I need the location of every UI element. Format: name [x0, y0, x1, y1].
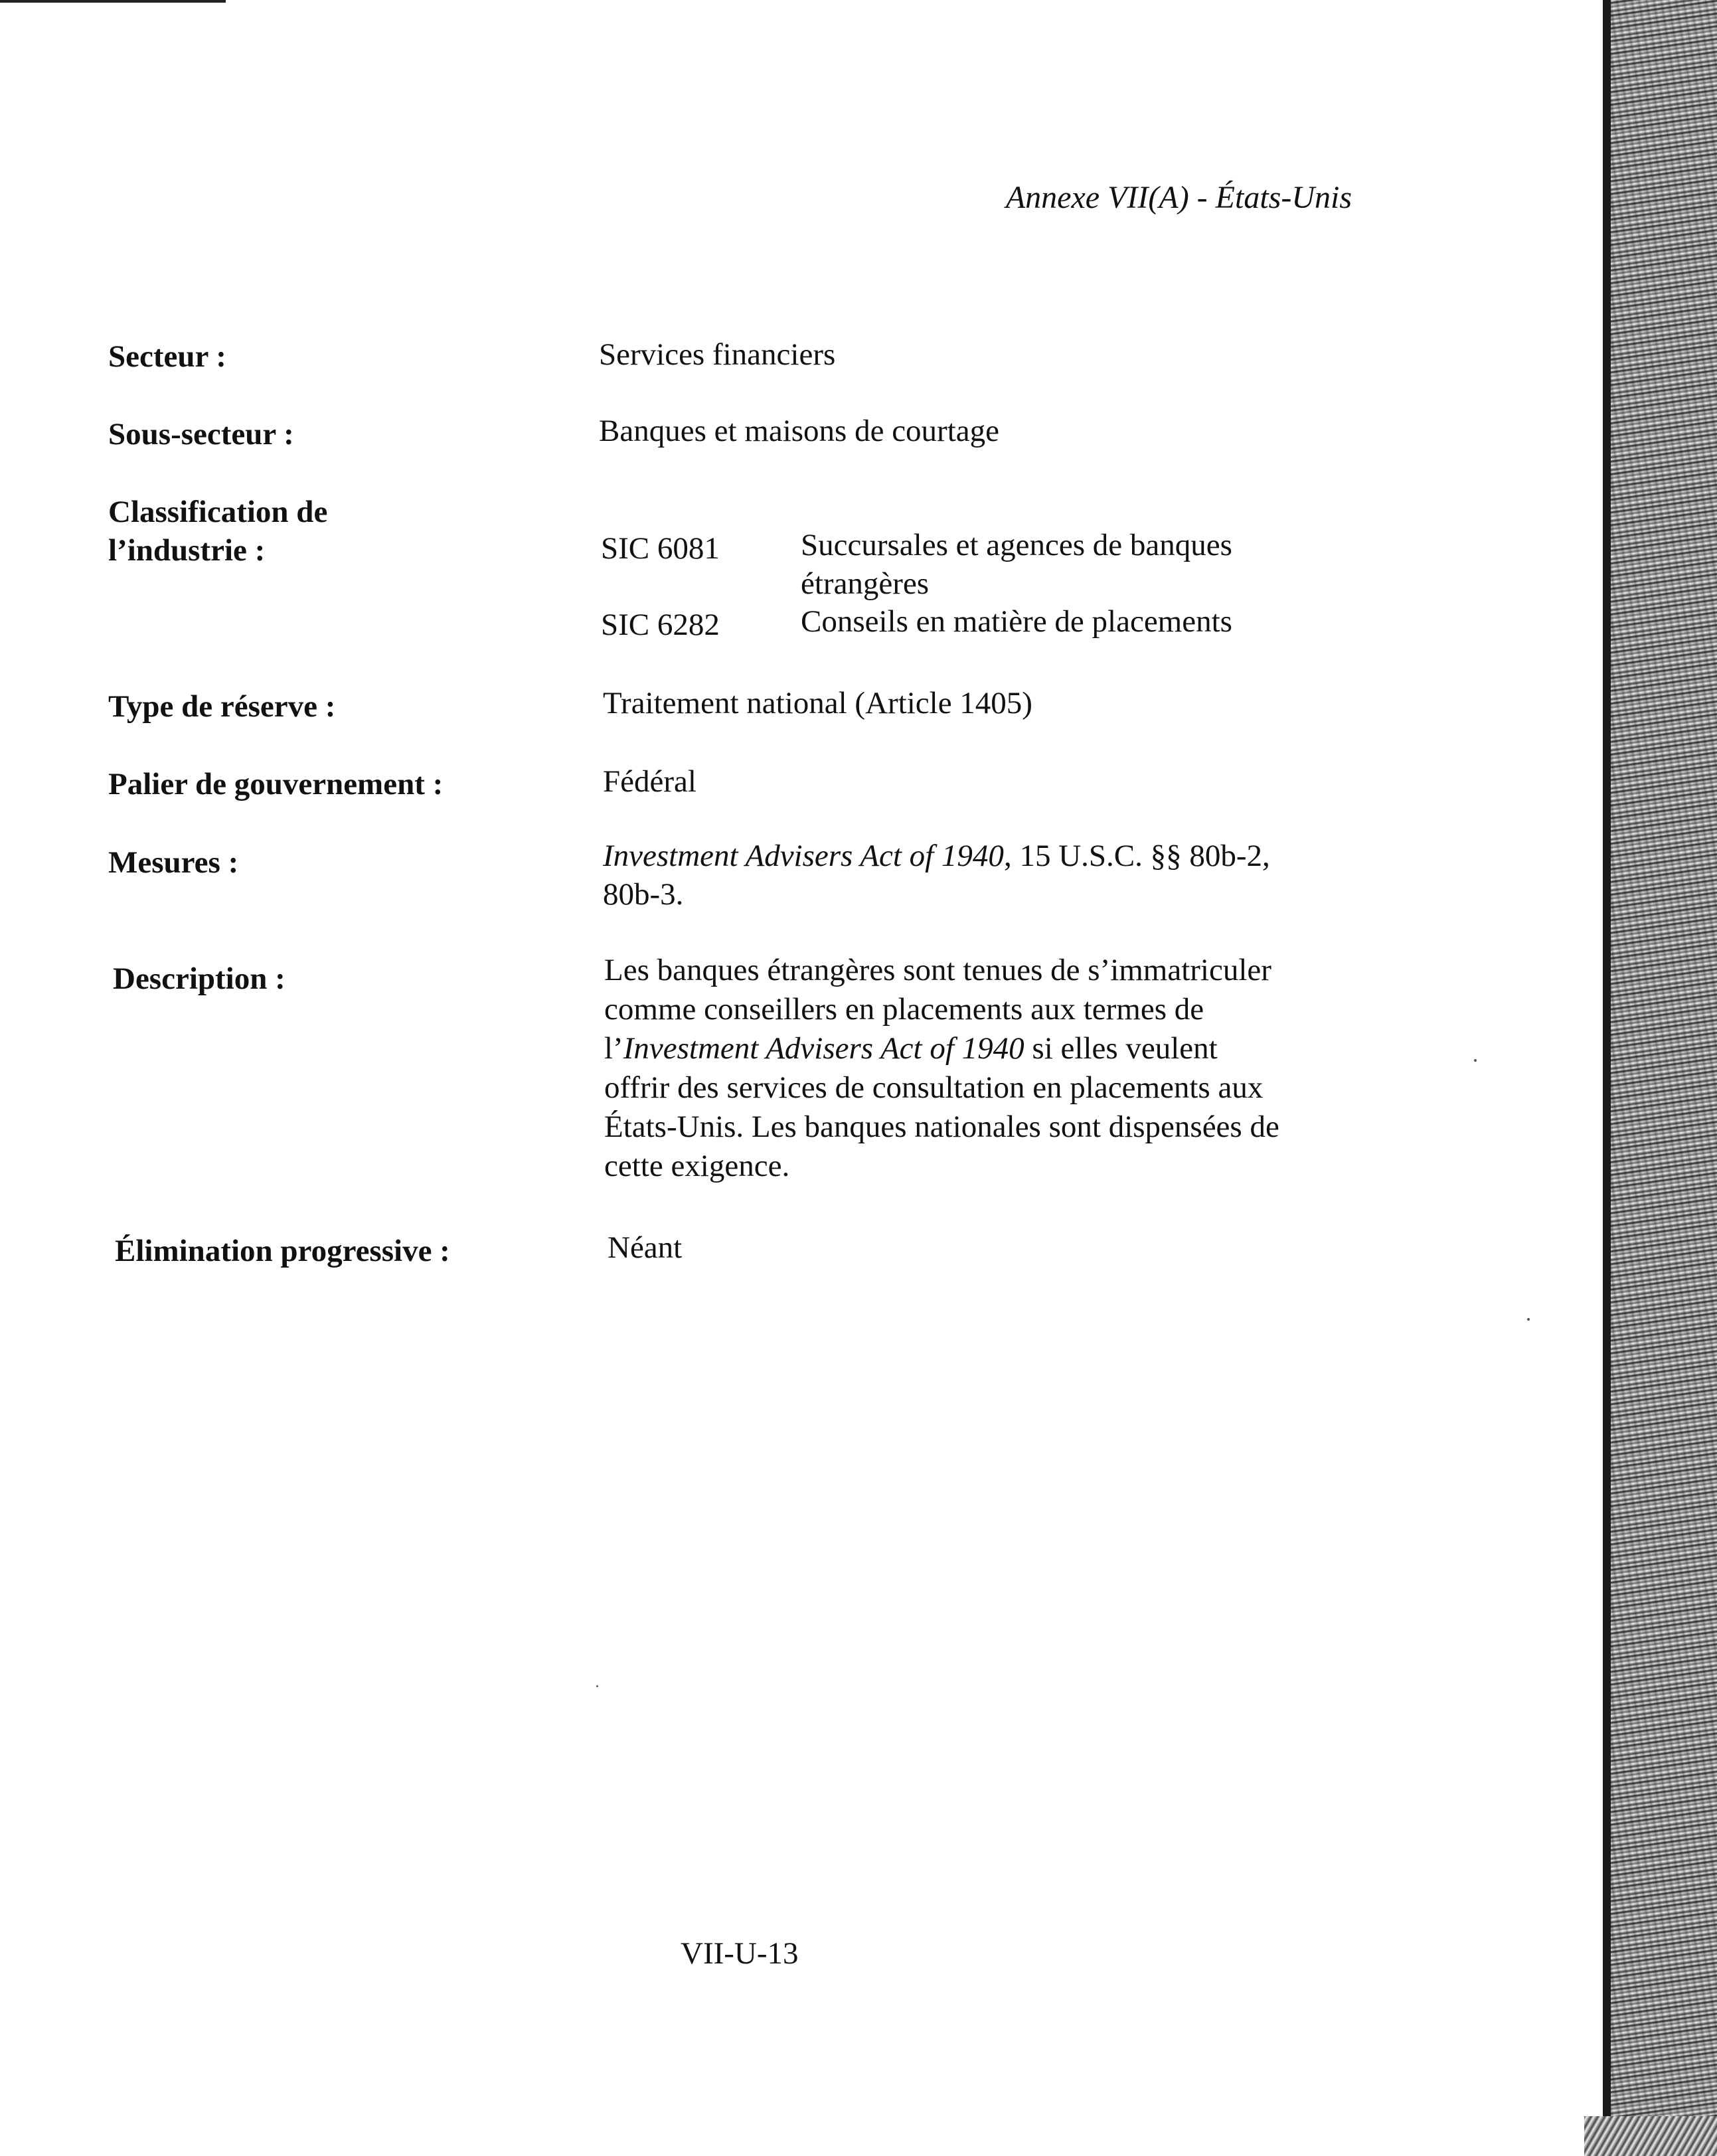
description-line: États-Unis. Les banques nationales sont dispensées de [604, 1110, 1279, 1144]
description-text [604, 951, 1368, 1186]
elimination-value: Néant [608, 1230, 683, 1265]
elimination-label: Élimination progressive : [115, 1234, 450, 1268]
mesures-line-2: 80b-3. [603, 877, 684, 912]
description-line: cette exigence. [604, 1149, 790, 1183]
scan-edge-bottom [1584, 2116, 1717, 2156]
secteur-label: Secteur : [108, 339, 226, 374]
apostrophe-prefix: l’ [604, 1031, 623, 1066]
type-reserve-value: Traitement national (Article 1405) [603, 686, 1032, 720]
sous-secteur-value: Banques et maisons de courtage [599, 414, 999, 448]
mesures-line-1 [603, 837, 1270, 875]
sic-description: Conseils en matière de placements [801, 604, 1232, 639]
scan-edge-shadow [1603, 0, 1717, 2156]
scan-speck [1527, 1318, 1530, 1321]
palier-label: Palier de gouvernement : [108, 767, 444, 801]
scan-speck [1474, 1059, 1477, 1062]
palier-value: Fédéral [603, 764, 696, 799]
top-rule [0, 0, 226, 3]
classification-label-line2: l’industrie : [108, 533, 266, 568]
annex-reference: Annexe VII(A) - États-Unis [1005, 180, 1352, 215]
classification-label-line1: Classification de [108, 495, 328, 529]
description-label: Description : [113, 961, 286, 996]
act-title: Investment Advisers Act of 1940 [603, 839, 1004, 873]
description-line: comme conseillers en placements aux termes de [604, 992, 1204, 1027]
sic-description: Succursales et agences de banques étrangères [801, 528, 1232, 601]
description-line: offrir des services de consultation en placements aux [604, 1070, 1264, 1105]
scan-speck [596, 1685, 598, 1687]
mesures-label: Mesures : [108, 845, 239, 880]
secteur-value: Services financiers [599, 337, 836, 372]
mesures-value [603, 837, 1270, 914]
mesures-citation: , 15 U.S.C. §§ 80b-2, [1003, 839, 1270, 873]
description-line: Les banques étrangères sont tenues de s’immatriculer [604, 953, 1271, 987]
sous-secteur-label: Sous-secteur : [108, 417, 294, 452]
description-line-rest: si elles veulent [1024, 1031, 1218, 1066]
type-reserve-label: Type de réserve : [108, 689, 336, 724]
sic-code: SIC 6282 [601, 608, 720, 642]
page-number: VII-U-13 [681, 1936, 799, 1971]
description-line [604, 1029, 1368, 1068]
act-title: Investment Advisers Act of 1940 [623, 1031, 1024, 1066]
sic-code: SIC 6081 [601, 531, 720, 566]
